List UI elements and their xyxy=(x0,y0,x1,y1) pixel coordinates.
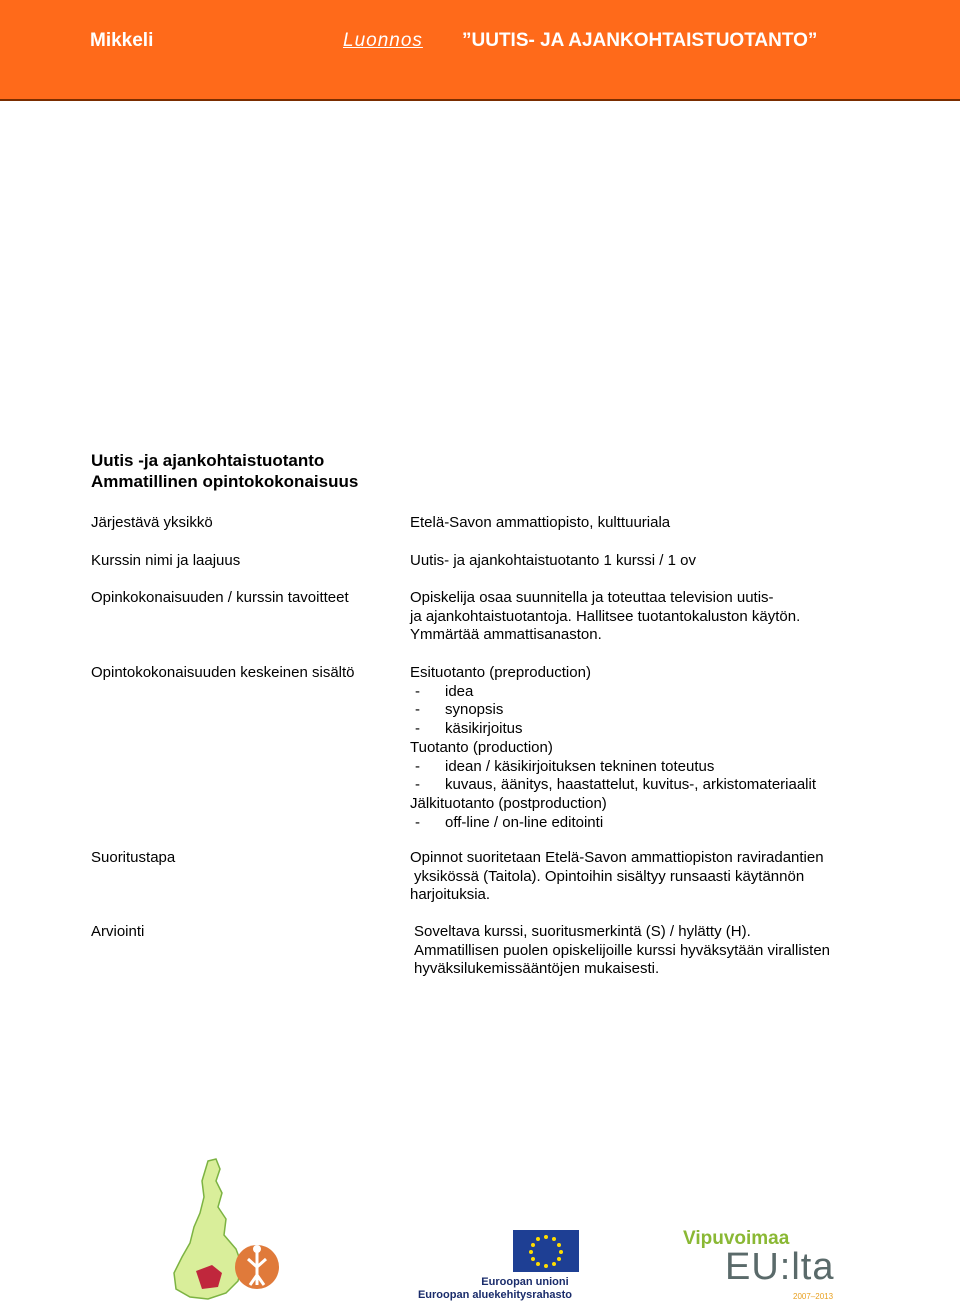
vip-years: 2007–2013 xyxy=(793,1292,834,1301)
list-item xyxy=(410,776,816,795)
document-title xyxy=(91,450,358,492)
list-item xyxy=(410,683,816,702)
postproduction-heading: Jälkituotanto (postproduction) xyxy=(410,794,607,812)
goals-line: Ymmärtää ammattisanaston. xyxy=(410,626,602,644)
list-item-text: synopsis xyxy=(445,701,504,719)
dash-marker: - xyxy=(415,813,420,831)
goals-line: Opiskelija osaa suunnitella ja toteuttaa television uutis- xyxy=(410,589,774,606)
list-item-text: idea xyxy=(445,682,474,700)
course-value-text: Uutis- ja ajankohtaistuotanto 1 kurssi / 1 ov xyxy=(410,552,696,569)
dash-marker: - xyxy=(415,682,420,700)
method-line: Opinnot suoritetaan Etelä-Savon ammattiopiston raviradantien xyxy=(410,849,824,866)
header-brand: Mikkeli xyxy=(90,30,154,51)
method-value xyxy=(410,849,824,905)
header-bar xyxy=(0,0,960,101)
course-label: Kurssin nimi ja laajuus xyxy=(91,552,241,569)
method-label: Suoritustapa xyxy=(91,849,176,866)
assessment-line: Soveltava kurssi, suoritusmerkintä (S) / hylätty (H). xyxy=(414,923,751,940)
goals-label: Opinkokonaisuuden / kurssin tavoitteet xyxy=(91,589,349,606)
list-item xyxy=(410,701,816,720)
header-draft-label: Luonnos xyxy=(343,30,423,51)
goals-line: ja ajankohtaistuotantoja. Hallitsee tuotantokaluston käytön. xyxy=(410,607,801,625)
list-item-text: idean / käsikirjoituksen tekninen toteutus xyxy=(445,757,715,775)
content-label: Opintokokonaisuuden keskeinen sisältö xyxy=(91,664,355,681)
production-heading: Tuotanto (production) xyxy=(410,738,553,756)
list-item xyxy=(410,814,816,833)
list-item xyxy=(410,720,816,739)
unit-value-text: Etelä-Savon ammattiopisto, kulttuuriala xyxy=(410,514,671,531)
list-item xyxy=(410,758,816,777)
assessment-value xyxy=(414,923,830,979)
method-line: harjoituksia. xyxy=(410,886,491,904)
document-title-line2: Ammatillinen opintokokonaisuus xyxy=(91,472,359,491)
assessment-line: hyväksilukemissääntöjen mukaisesti. xyxy=(414,960,660,978)
method-line: yksikössä (Taitola). Opintoihin sisältyy runsaasti käytännön xyxy=(414,867,805,885)
finland-map-logo xyxy=(160,1157,280,1302)
vipuvoimaa-text: Vipuvoimaa xyxy=(683,1228,790,1249)
list-item-text: kuvaus, äänitys, haastattelut, kuvitus-, arkistomateriaalit xyxy=(445,776,817,794)
eu-flag-icon xyxy=(400,1228,590,1273)
eu-logo xyxy=(400,1228,590,1303)
assessment-line: Ammatillisen puolen opiskelijoille kurssi hyväksytään virallisten xyxy=(414,941,831,959)
document-title-line1: Uutis -ja ajankohtaistuotanto xyxy=(91,451,325,470)
dash-marker: - xyxy=(415,776,420,794)
eu-text-line1: Euroopan unioni xyxy=(481,1276,569,1288)
vipuvoimaa-logo xyxy=(683,1228,843,1306)
finland-map-icon xyxy=(160,1157,280,1302)
eulta-text: EU:lta xyxy=(725,1246,835,1288)
list-item-text: off-line / on-line editointi xyxy=(445,813,604,831)
unit-label: Järjestävä yksikkö xyxy=(91,514,213,531)
eu-text-line2: Euroopan aluekehitysrahasto xyxy=(417,1289,573,1301)
goals-value xyxy=(410,589,800,645)
list-item-text: käsikirjoitus xyxy=(445,720,523,738)
dash-marker: - xyxy=(415,720,420,738)
dash-marker: - xyxy=(415,701,420,719)
preproduction-heading: Esituotanto (preproduction) xyxy=(410,664,591,681)
header-title: ”UUTIS- JA AJANKOHTAISTUOTANTO” xyxy=(462,30,818,51)
assessment-label: Arviointi xyxy=(91,923,145,940)
course-value xyxy=(410,552,696,571)
dash-marker: - xyxy=(415,757,420,775)
unit-value xyxy=(410,514,670,533)
content-value xyxy=(410,664,816,832)
